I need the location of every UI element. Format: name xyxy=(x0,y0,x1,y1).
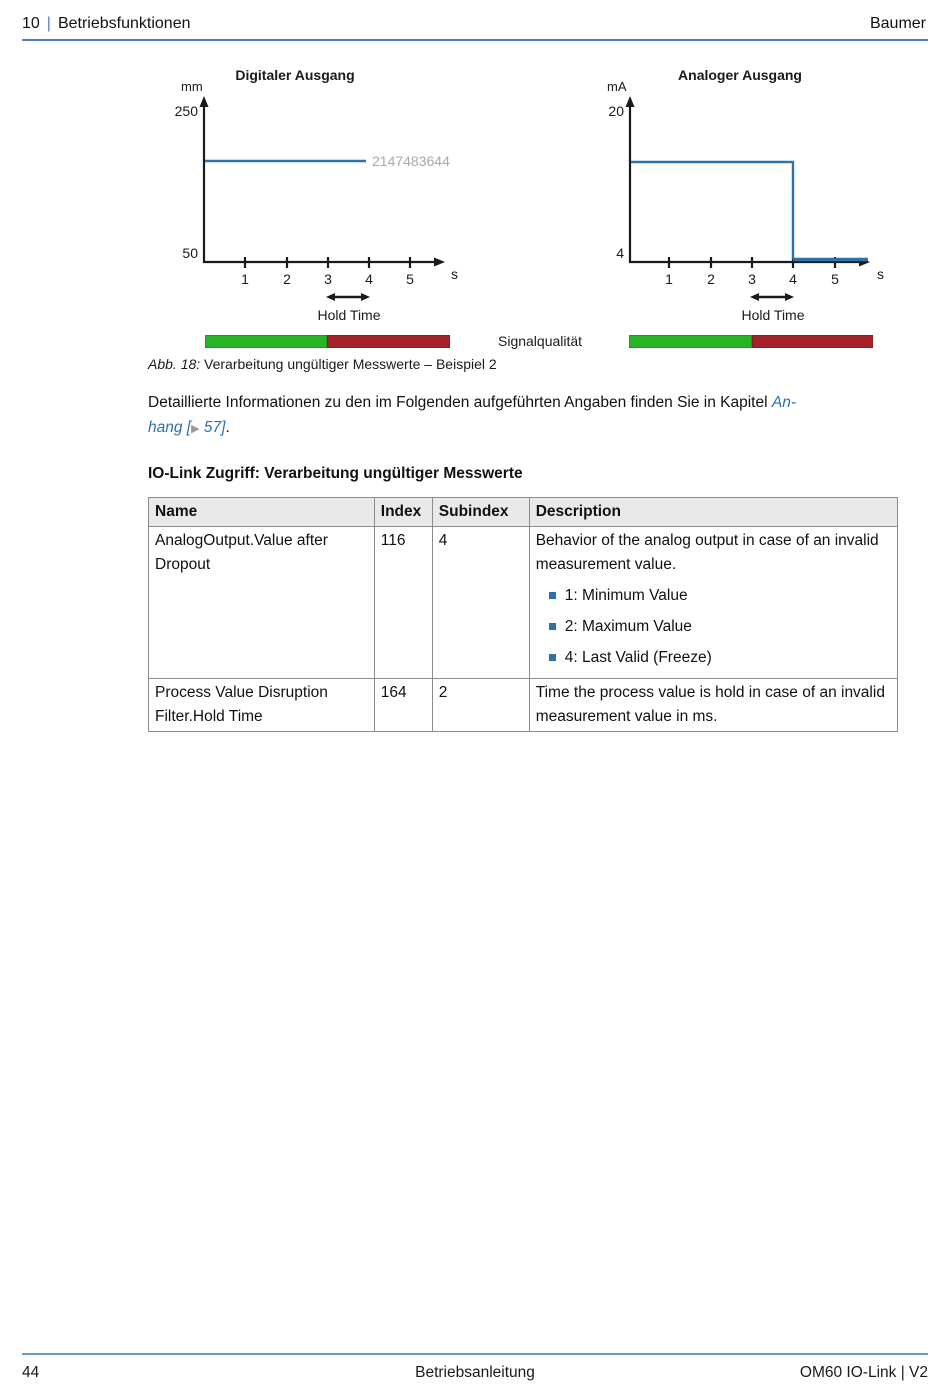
cell-name: Process Value Disruption Filter.Hold Time xyxy=(149,679,375,732)
table-heading: IO-Link Zugriff: Verarbeitung ungültiger Messwerte xyxy=(148,465,523,482)
x-axis-unit: s xyxy=(877,266,884,282)
figure-caption-text: Verarbeitung ungültiger Messwerte – Beispiel 2 xyxy=(200,356,497,372)
header-separator: | xyxy=(46,15,51,32)
hold-time-label: Hold Time xyxy=(741,307,805,323)
bullet-text: 4: Last Valid (Freeze) xyxy=(564,649,712,666)
table-row xyxy=(149,527,898,679)
y-axis-unit: mA xyxy=(607,79,627,94)
chart-title: Analoger Ausgang xyxy=(678,67,802,83)
chart-digital-output xyxy=(150,60,485,328)
cell-index: 164 xyxy=(374,679,432,732)
bullet-square-icon xyxy=(549,592,556,599)
x-tick-5: 5 xyxy=(406,271,414,287)
hold-time-label: Hold Time xyxy=(317,307,381,323)
bullet-square-icon xyxy=(549,623,556,630)
x-tick-4: 4 xyxy=(365,271,373,287)
footer-product-version: OM60 IO-Link | V2 xyxy=(799,1364,928,1381)
description-text: Time the process value is hold in case of an invalid measurement value in ms. xyxy=(535,684,885,725)
cell-subindex: 2 xyxy=(432,679,529,732)
footer-document-title: Betriebsanleitung xyxy=(415,1364,535,1381)
list-item xyxy=(549,584,891,608)
column-header-subindex: Subindex xyxy=(432,498,529,527)
x-tick-1: 1 xyxy=(241,271,249,287)
io-link-parameter-table xyxy=(148,497,898,732)
y-min-label: 50 xyxy=(182,245,198,261)
column-header-name: Name xyxy=(149,498,375,527)
figure-caption-number: Abb. 18: xyxy=(148,356,201,372)
table-header-row xyxy=(149,498,898,527)
cell-name: AnalogOutput.Value after Dropout xyxy=(149,527,375,679)
chart-digital-axes xyxy=(150,60,485,328)
invalid-value-label: 2147483644 xyxy=(372,153,450,169)
x-tick-5: 5 xyxy=(831,271,839,287)
y-max-label: 250 xyxy=(174,103,198,119)
y-axis-unit: mm xyxy=(181,79,203,94)
chart-analog-axes xyxy=(600,60,925,328)
signal-bad-segment xyxy=(327,335,450,348)
footer-page-number: 44 xyxy=(22,1364,40,1381)
chapter-number: 10 xyxy=(22,15,40,32)
description-text: Behavior of the analog output in case of an invalid measurement value. xyxy=(535,532,879,573)
x-axis-unit: s xyxy=(451,266,458,282)
table-row xyxy=(149,679,898,732)
link-arrow-icon: ▶ xyxy=(191,423,200,435)
anhang-link-part2[interactable]: hang [▶ 57] xyxy=(148,419,226,436)
bullet-square-icon xyxy=(549,654,556,661)
column-header-description: Description xyxy=(529,498,897,527)
paragraph-text: Detaillierte Informationen zu den im Folgenden aufgeführten Angaben finden Sie in Kapitel xyxy=(148,394,772,411)
intro-paragraph xyxy=(148,390,938,442)
header-chapter xyxy=(22,15,190,33)
brand-name: Baumer xyxy=(869,15,926,32)
anhang-link-part1[interactable]: An- xyxy=(771,394,796,411)
bullet-text: 2: Maximum Value xyxy=(564,618,692,635)
cell-description xyxy=(529,527,897,679)
signal-quality-label: Signalqualität xyxy=(498,333,583,349)
x-tick-2: 2 xyxy=(707,271,715,287)
x-tick-3: 3 xyxy=(748,271,756,287)
figure-caption xyxy=(148,356,497,372)
signal-good-segment xyxy=(205,335,327,348)
y-max-label: 20 xyxy=(608,103,624,119)
cell-index: 116 xyxy=(374,527,432,679)
signal-bad-segment xyxy=(752,335,873,348)
bullet-text: 1: Minimum Value xyxy=(564,587,688,604)
chart-analog-output xyxy=(600,60,925,328)
signal-quality-bar-analog xyxy=(629,335,873,348)
signal-good-segment xyxy=(629,335,752,348)
list-item xyxy=(549,615,891,639)
chart-title: Digitaler Ausgang xyxy=(235,67,355,83)
sentence-period: . xyxy=(225,419,230,436)
footer-rule xyxy=(22,1353,928,1355)
x-tick-3: 3 xyxy=(324,271,332,287)
column-header-index: Index xyxy=(374,498,432,527)
cell-subindex: 4 xyxy=(432,527,529,679)
held-value-line xyxy=(631,162,793,259)
chapter-title: Betriebsfunktionen xyxy=(57,15,191,32)
y-min-label: 4 xyxy=(616,245,624,261)
header-rule xyxy=(22,39,928,41)
x-tick-1: 1 xyxy=(665,271,673,287)
signal-quality-bar-digital xyxy=(205,335,450,348)
x-tick-4: 4 xyxy=(789,271,797,287)
list-item xyxy=(549,646,891,670)
x-tick-2: 2 xyxy=(283,271,291,287)
cell-description xyxy=(529,679,897,732)
